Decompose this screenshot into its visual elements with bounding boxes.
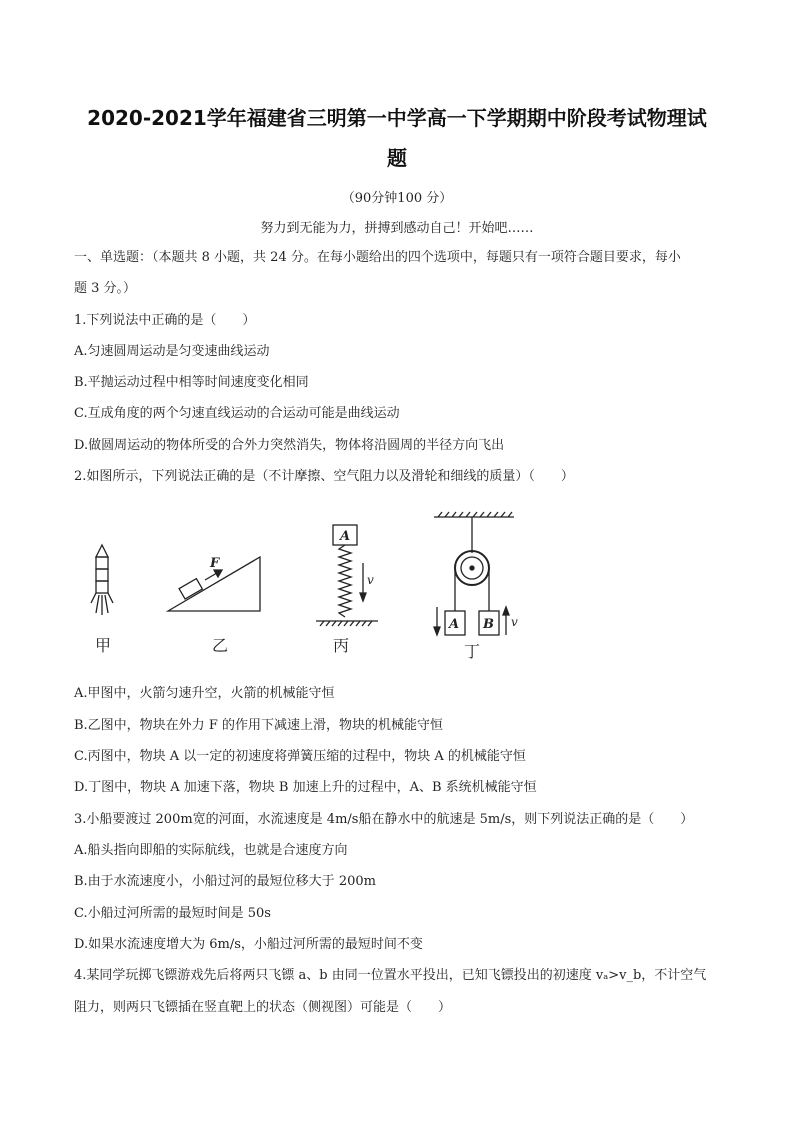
q3-option-b: B.由于水流速度小，小船过河的最短位移大于 200m [74,874,376,889]
q1-stem: 1.下列说法中正确的是（ ） [74,313,256,328]
q3-option-d: D.如果水流速度增大为 6m/s，小船过河所需的最短时间不变 [74,937,423,952]
q4-stem-line1: 4.某同学玩掷飞镖游戏先后将两只飞镖 a、b 由同一位置水平投出，已知飞镖投出的初速度 vₐ>v_b，不计空气 [74,968,707,983]
spring-velocity-label: v [367,573,374,587]
rocket-diagram [91,545,113,615]
label-bing: 丙 [333,636,350,655]
spring-block-a-label: A [340,529,351,544]
q1-option-d: D.做圆周运动的物体所受的合外力突然消失，物体将沿圆周的半径方向飞出 [74,438,505,453]
q1-option-a: A.匀速圆周运动是匀变速曲线运动 [74,344,270,359]
q3-stem: 3.小船要渡过 200m宽的河面，水流速度是 4m/s船在静水中的航速是 5m/s，则下列说法正确的是（ ） [74,812,694,827]
q2-option-c: C.丙图中，物块 A 以一定的初速度将弹簧压缩的过程中，物块 A 的机械能守恒 [74,749,526,764]
label-ding: 丁 [464,642,481,661]
force-label: F [210,556,220,571]
pulley-block-b-label: B [483,617,494,632]
pulley-diagram [434,512,514,635]
pulley-velocity-label: v [511,615,518,629]
exam-title-line2: 题 [387,146,407,170]
pulley-block-a-label: A [449,617,460,632]
section-heading-line1: 一、单选题：（本题共 8 小题，共 24 分。在每小题给出的四个选项中，每题只有一项符合题目要求，每小 [74,250,681,265]
q2-option-d: D.丁图中，物块 A 加速下落，物块 B 加速上升的过程中，A、B 系统机械能守恒 [74,780,537,795]
label-yi: 乙 [212,636,229,655]
q2-option-a: A.甲图中，火箭匀速升空，火箭的机械能守恒 [74,686,335,701]
label-jia: 甲 [95,636,112,655]
q1-option-b: B.平抛运动过程中相等时间速度变化相同 [74,375,309,390]
q1-option-c: C.互成角度的两个匀速直线运动的合运动可能是曲线运动 [74,406,400,421]
exam-title-line1: 2020-2021学年福建省三明第一中学高一下学期期中阶段考试物理试 [87,106,707,130]
exam-motto: 努力到无能为力，拼搏到感动自己！开始吧…… [260,221,534,236]
q2-figure [60,505,540,670]
exam-duration-score: （90分钟100 分） [341,191,453,206]
q2-stem: 2.如图所示，下列说法正确的是（不计摩擦、空气阻力以及滑轮和细线的质量）（ ） [74,469,574,484]
q3-option-c: C.小船过河所需的最短时间是 50s [74,906,271,921]
q4-stem-line2: 阻力，则两只飞镖插在竖直靶上的状态（侧视图）可能是（ ） [74,1000,452,1015]
q2-option-b: B.乙图中，物块在外力 F 的作用下减速上滑，物块的机械能守恒 [74,718,443,733]
section-heading-line2: 题 3 分。） [74,281,137,296]
q3-option-a: A.船头指向即船的实际航线，也就是合速度方向 [74,843,348,858]
